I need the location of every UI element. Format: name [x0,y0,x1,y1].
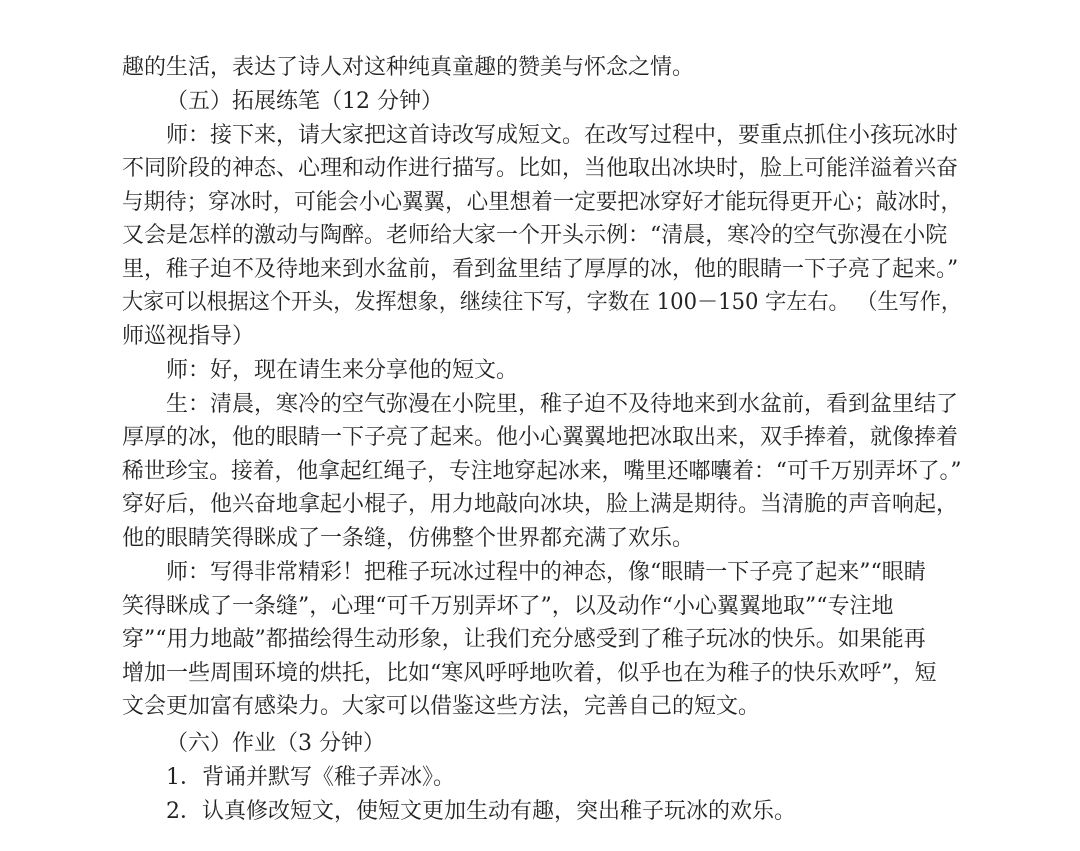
text-line: 师巡视指导） [122,324,255,349]
section-heading: （五）拓展练笔（12 分钟） [166,89,443,114]
text-line: 与期待；穿冰时，可能会小心翼翼，心里想着一定要把冰穿好才能玩得更开心；敲冰时， [122,190,962,215]
list-item: 1．背诵并默写《稚子弄冰》。 [166,765,455,790]
text-line: 穿好后，他兴奋地拿起小棍子，用力地敲向冰块，脸上满是期待。当清脆的声音响起， [122,492,959,517]
text-line: 大家可以根据这个开头，发挥想象，继续往下写，字数在 100－150 字左右。 （生写作， [122,290,962,315]
text-line: 稀世珍宝。接着，他拿起红绳子，专注地穿起冰来，嘴里还嘟囔着：“可千万别弄坏了。” [122,459,962,484]
text-line: 师：好，现在请生来分享他的短文。 [166,358,519,383]
text-line: 师：写得非常精彩！把稚子玩冰过程中的神态，像“眼睛一下子亮了起来”“眼睛 [166,560,926,585]
text-line: 他的眼睛笑得眯成了一条缝，仿佛整个世界都充满了欢乐。 [122,526,695,551]
text-line: 不同阶段的神态、心理和动作进行描写。比如，当他取出冰块时，脸上可能洋溢着兴奋 [122,156,959,181]
text-line: 增加一些周围环境的烘托，比如“寒风呼呼地吹着，似乎也在为稚子的快乐欢呼”，短 [122,661,937,686]
text-line: 文会更加富有感染力。大家可以借鉴这些方法，完善自己的短文。 [122,694,761,719]
list-item: 2．认真修改短文，使短文更加生动有趣，突出稚子玩冰的欢乐。 [166,799,796,824]
text-line: 厚厚的冰，他的眼睛一下子亮了起来。他小心翼翼地把冰取出来，双手捧着，就像捧着 [122,425,959,450]
section-heading: （六）作业（3 分钟） [166,731,385,756]
text-line: 里，稚子迫不及待地来到水盆前，看到盆里结了厚厚的冰，他的眼睛一下子亮了起来。” [122,257,959,282]
text-line: 趣的生活，表达了诗人对这种纯真童趣的赞美与怀念之情。 [122,55,695,80]
text-line: 穿”“用力地敲”都描绘得生动形象，让我们充分感受到了稚子玩冰的快乐。如果能再 [122,627,926,652]
text-line: 笑得眯成了一条缝”，心理“可千万别弄坏了”，以及动作“小心翼翼地取”“专注地 [122,594,894,619]
text-line: 师：接下来，请大家把这首诗改写成短文。在改写过程中，要重点抓住小孩玩冰时 [166,123,959,148]
text-line: 又会是怎样的激动与陶醉。老师给大家一个开头示例：“清晨，寒冷的空气弥漫在小院 [122,223,948,248]
text-line: 生：清晨，寒冷的空气弥漫在小院里，稚子迫不及待地来到水盆前，看到盆里结了 [166,392,959,417]
